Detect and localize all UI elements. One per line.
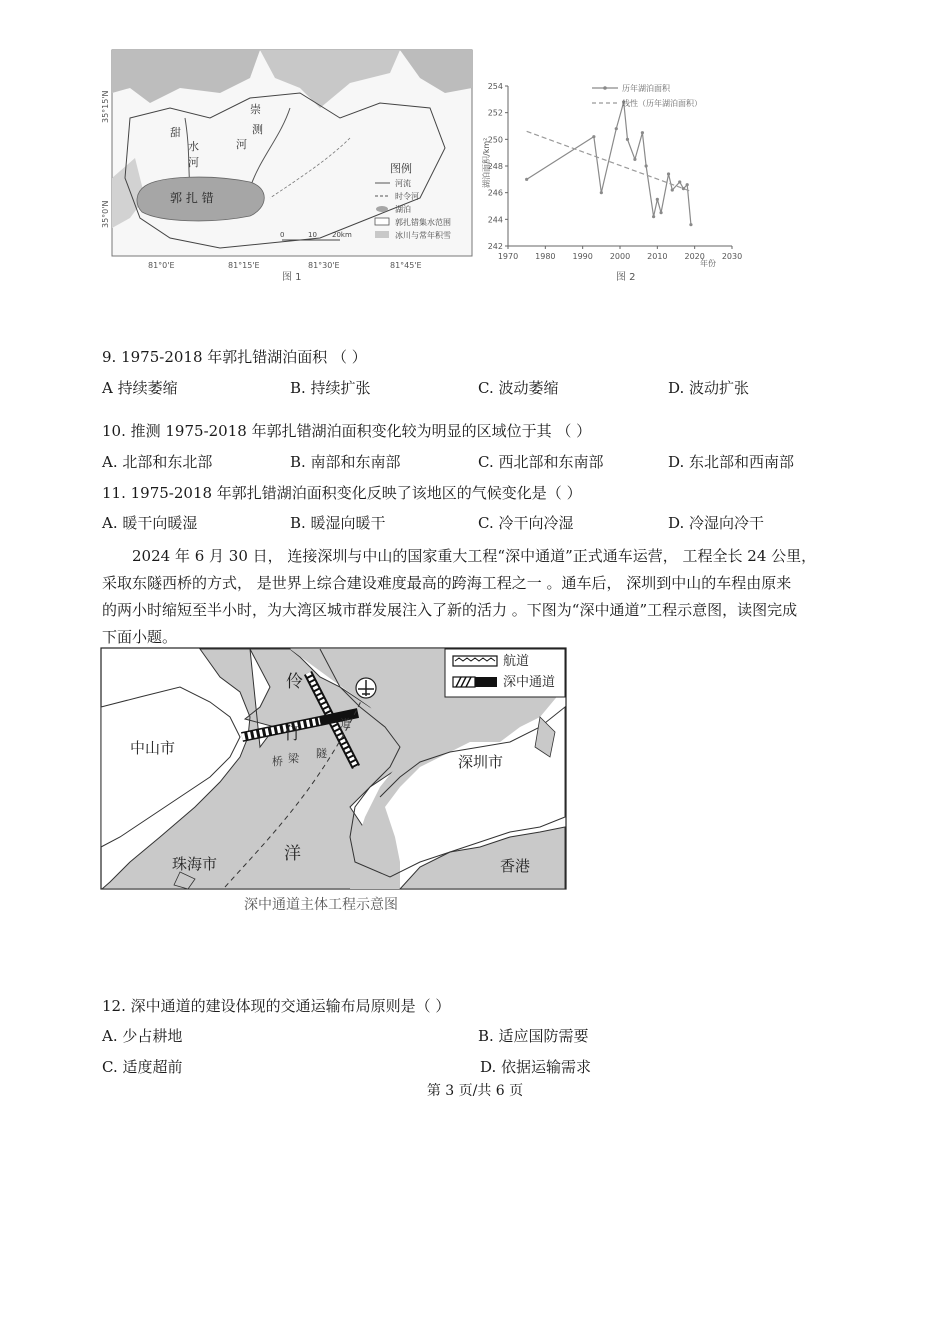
legend-swatch-link: [475, 677, 497, 687]
airport-icon: [356, 678, 376, 698]
city-label-hongkong: 香港: [500, 857, 531, 875]
passage-line: 下面小题。: [102, 628, 178, 646]
question-11-stem: 11. 1975-2018 年郭扎错湖泊面积变化反映了该地区的气候变化是（ ）: [102, 484, 582, 502]
place-label: 河: [188, 156, 199, 169]
question-11-option-a[interactable]: A. 暖干向暖湿: [102, 514, 198, 532]
y-tick-label: 244: [487, 215, 503, 225]
link-label-char: 道: [340, 717, 351, 730]
y-tick-label: 252: [487, 108, 503, 118]
legend-item: 深中通道: [503, 675, 556, 690]
y-axis-label: 湖泊面积/km²: [482, 137, 491, 188]
legend-item: 河流: [395, 179, 411, 188]
question-10-stem: 10. 推测 1975-2018 年郭扎错湖泊面积变化较为明显的区域位于其 （ ）: [102, 422, 592, 440]
passage-line: 2024 年 6 月 30 日， 连接深圳与中山的国家重大工程“深中通道”正式通车运营， 工程全长 24 公里，: [132, 547, 817, 565]
question-12-option-c[interactable]: C. 适度超前: [102, 1058, 183, 1076]
city-label-zhongshan: 中山市: [130, 739, 176, 757]
legend-item: 历年湖泊面积: [622, 84, 670, 93]
figure-2-svg: [480, 48, 743, 288]
y-tick-label: 254: [487, 82, 503, 91]
scale-label: 0: [280, 231, 285, 239]
legend-item: 冰川与常年积雪: [395, 231, 451, 240]
question-11-option-c[interactable]: C. 冷干向冷湿: [478, 514, 574, 532]
y-tick-label: 242: [487, 242, 503, 251]
question-9-option-a[interactable]: A 持续萎缩: [102, 379, 178, 397]
data-point: [615, 127, 618, 130]
legend-item: 航道: [503, 654, 530, 669]
scale-label: 20km: [332, 231, 352, 239]
place-label: 甜: [170, 126, 181, 139]
lat-label: 35°15'N: [101, 90, 110, 123]
shenzhong-map-svg: [100, 647, 568, 919]
data-point: [678, 180, 681, 183]
x-tick-label: 2000: [609, 252, 631, 261]
lon-label: 81°15'E: [228, 261, 260, 270]
question-10-option-b[interactable]: B. 南部和东南部: [290, 453, 401, 471]
link-label-char: 隧: [316, 747, 327, 760]
legend-swatch: [375, 218, 389, 225]
legend-swatch: [376, 206, 388, 212]
data-point: [600, 191, 603, 194]
legend-swatch: [375, 231, 389, 238]
figure-caption: 图 2: [616, 272, 636, 283]
question-9-option-c[interactable]: C. 波动萎缩: [478, 379, 559, 397]
figure-1-svg: [100, 48, 478, 288]
figure-1-map: [100, 48, 478, 288]
passage-line: 采取东隧西桥的方式， 是世界上综合建设难度最高的跨海工程之一 。通车后， 深圳到中山的车程由原来: [102, 574, 792, 592]
legend-item: 时令河: [395, 192, 419, 201]
data-point: [652, 215, 655, 218]
chart-axes: [488, 82, 742, 261]
place-label: 河: [236, 138, 247, 151]
data-point: [592, 135, 595, 138]
question-10-option-d[interactable]: D. 东北部和西南部: [668, 453, 795, 471]
data-point: [641, 131, 644, 134]
question-10-option-a[interactable]: A. 北部和东北部: [102, 453, 213, 471]
data-point: [525, 178, 528, 181]
lat-label: 35°0'N: [101, 200, 110, 228]
data-point: [645, 164, 648, 167]
legend-item: 线性（历年湖泊面积）: [622, 99, 702, 108]
x-tick-label: 1970: [497, 252, 519, 261]
legend-item: 湖泊: [395, 205, 411, 214]
legend-swatch: [603, 86, 607, 90]
y-tick-label: 248: [487, 162, 503, 171]
data-point: [633, 158, 636, 161]
page-footer: 第 3 页/共 6 页: [426, 1083, 524, 1099]
reading-passage: [102, 543, 862, 651]
scale-label: 10: [308, 231, 317, 239]
lon-label: 81°0'E: [148, 261, 175, 270]
x-tick-label: 2010: [647, 252, 668, 261]
question-9-option-b[interactable]: B. 持续扩张: [290, 379, 371, 397]
sea-label-char: 伶: [286, 672, 303, 692]
legend-title: 图例: [390, 162, 412, 175]
data-point: [656, 198, 659, 201]
city-label-zhuhai: 珠海市: [172, 855, 218, 873]
data-point: [659, 211, 662, 214]
data-point: [689, 223, 692, 226]
question-11-option-b[interactable]: B. 暖湿向暖干: [290, 514, 386, 532]
chart-marks: [525, 100, 692, 226]
x-tick-label: 1980: [535, 252, 556, 261]
sea-label-char: 仃: [284, 724, 301, 744]
lon-label: 81°30'E: [308, 261, 340, 270]
question-9-stem: 9. 1975-2018 年郭扎错湖泊面积 （ ）: [102, 348, 367, 366]
x-tick-label: 2020: [684, 252, 705, 261]
place-label: 崇: [250, 103, 261, 116]
x-tick-label: 2030: [721, 252, 743, 261]
place-label: 测: [252, 123, 263, 136]
link-label-char: 桥: [272, 755, 283, 768]
question-9-option-d[interactable]: D. 波动扩张: [668, 379, 750, 397]
x-tick-label: 1990: [572, 252, 593, 261]
city-label-shenzhen: 深圳市: [458, 753, 504, 771]
question-10-option-c[interactable]: C. 西北部和东南部: [478, 453, 604, 471]
question-12-stem: 12. 深中通道的建设体现的交通运输布局原则是（ ）: [102, 997, 451, 1015]
y-tick-label: 246: [487, 188, 503, 198]
data-point: [686, 183, 689, 186]
shenzhong-map: [100, 647, 568, 919]
link-label-char: 梁: [288, 752, 299, 765]
legend-item: 郭扎错集水范围: [395, 218, 451, 227]
question-12-option-d[interactable]: D. 依据运输需求: [480, 1058, 592, 1076]
x-axis-label: 年份: [700, 259, 716, 268]
passage-line: 的两小时缩短至半小时，为大湾区城市群发展注入了新的活力 。下图为“深中通道”工程示意图，读图完成: [102, 601, 798, 619]
lake-label: 郭 扎 错: [170, 191, 214, 205]
data-point: [667, 172, 670, 175]
figure-caption: 图 1: [282, 272, 302, 283]
y-tick-label: 250: [487, 135, 503, 145]
sea-label-char: 洋: [284, 844, 301, 864]
question-12-option-a[interactable]: A. 少占耕地: [102, 1027, 183, 1045]
lon-label: 81°45'E: [390, 261, 422, 270]
map-caption: 深中通道主体工程示意图: [244, 897, 398, 913]
data-point: [626, 138, 629, 141]
figure-2-chart: [480, 48, 743, 288]
place-label: 水: [188, 140, 199, 153]
data-point: [671, 188, 674, 191]
question-11-option-d[interactable]: D. 冷湿向冷干: [668, 514, 765, 532]
question-12-option-b[interactable]: B. 适应国防需要: [478, 1027, 589, 1045]
series-line-lake-area: [527, 102, 691, 225]
